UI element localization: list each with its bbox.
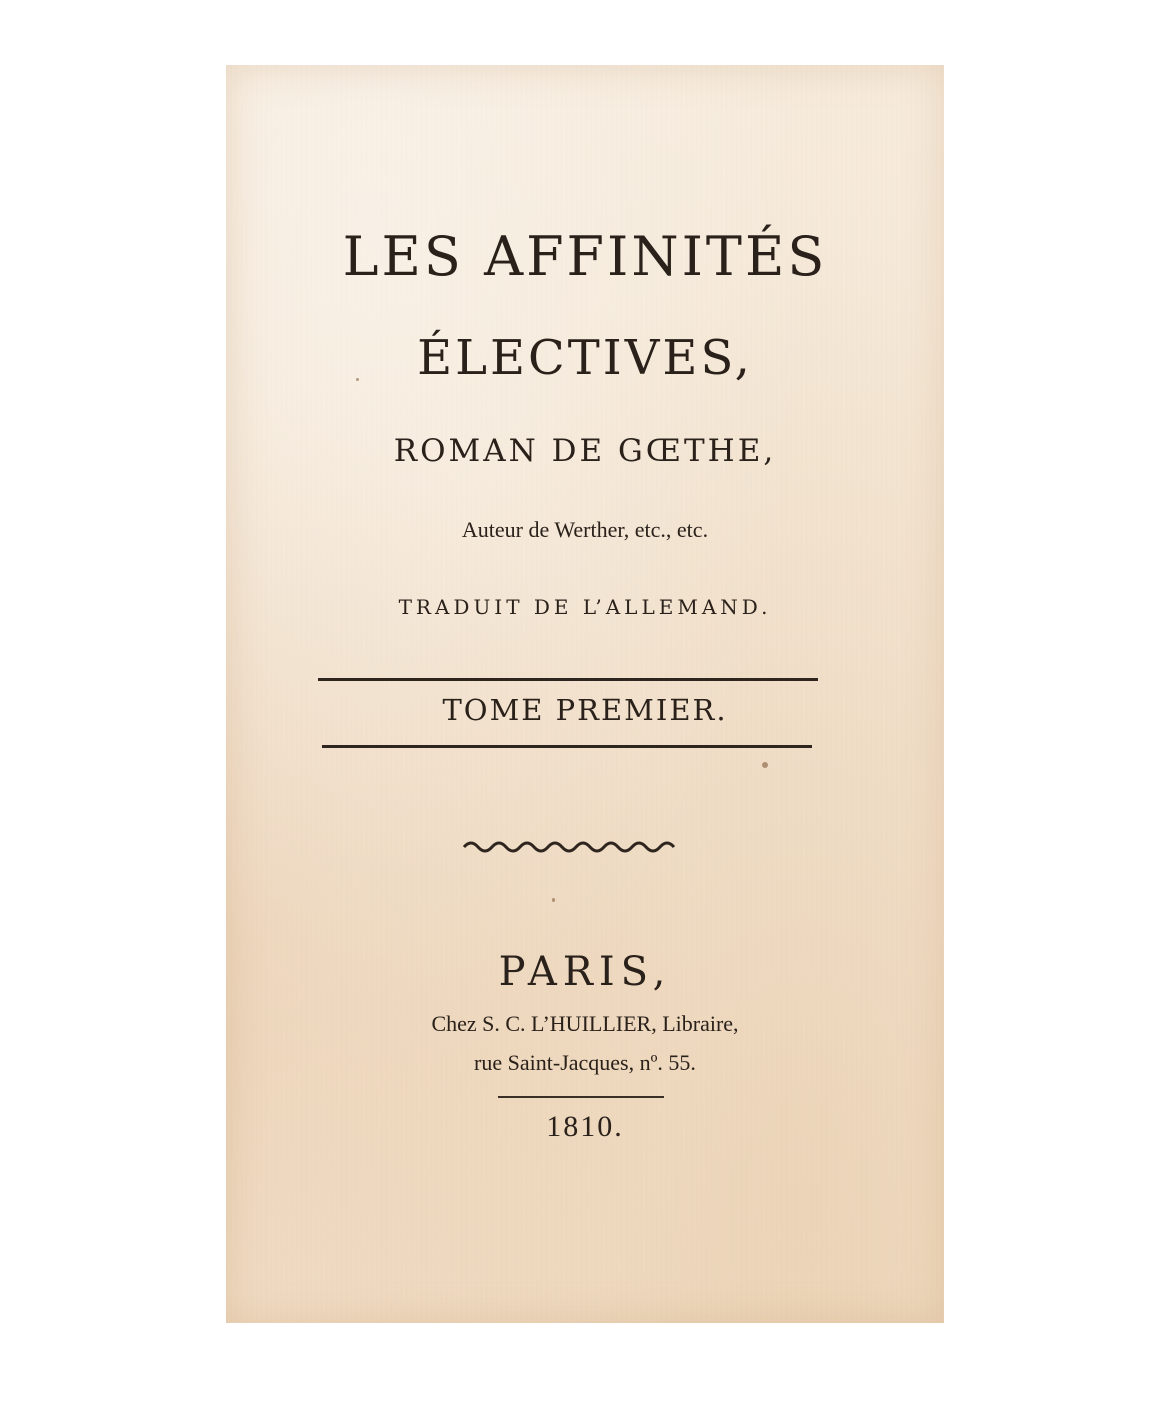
address: rue Saint-Jacques, nº. 55. bbox=[474, 1050, 696, 1075]
volume-label: TOME PREMIER. bbox=[442, 693, 728, 727]
subtitle: ROMAN DE GŒTHE, bbox=[393, 433, 777, 469]
bottom-rule bbox=[322, 745, 812, 748]
year-rule bbox=[498, 1096, 664, 1098]
title-page bbox=[226, 65, 944, 1323]
paper-speck bbox=[762, 762, 768, 768]
title-line-1: LES AFFINITÉS bbox=[342, 225, 828, 288]
city: PARIS, bbox=[498, 949, 672, 995]
translation-note: TRADUIT DE L’ALLEMAND. bbox=[398, 595, 772, 619]
paper-speck bbox=[552, 898, 555, 902]
year: 1810. bbox=[546, 1110, 624, 1143]
author-note: Auteur de Werther, etc., etc. bbox=[461, 517, 709, 542]
paper-speck bbox=[356, 378, 359, 381]
title-line-2: ÉLECTIVES, bbox=[417, 330, 753, 386]
wave-ornament bbox=[462, 833, 682, 857]
top-rule bbox=[318, 678, 818, 681]
publisher: Chez S. C. L’HUILLIER, Libraire, bbox=[431, 1011, 739, 1036]
